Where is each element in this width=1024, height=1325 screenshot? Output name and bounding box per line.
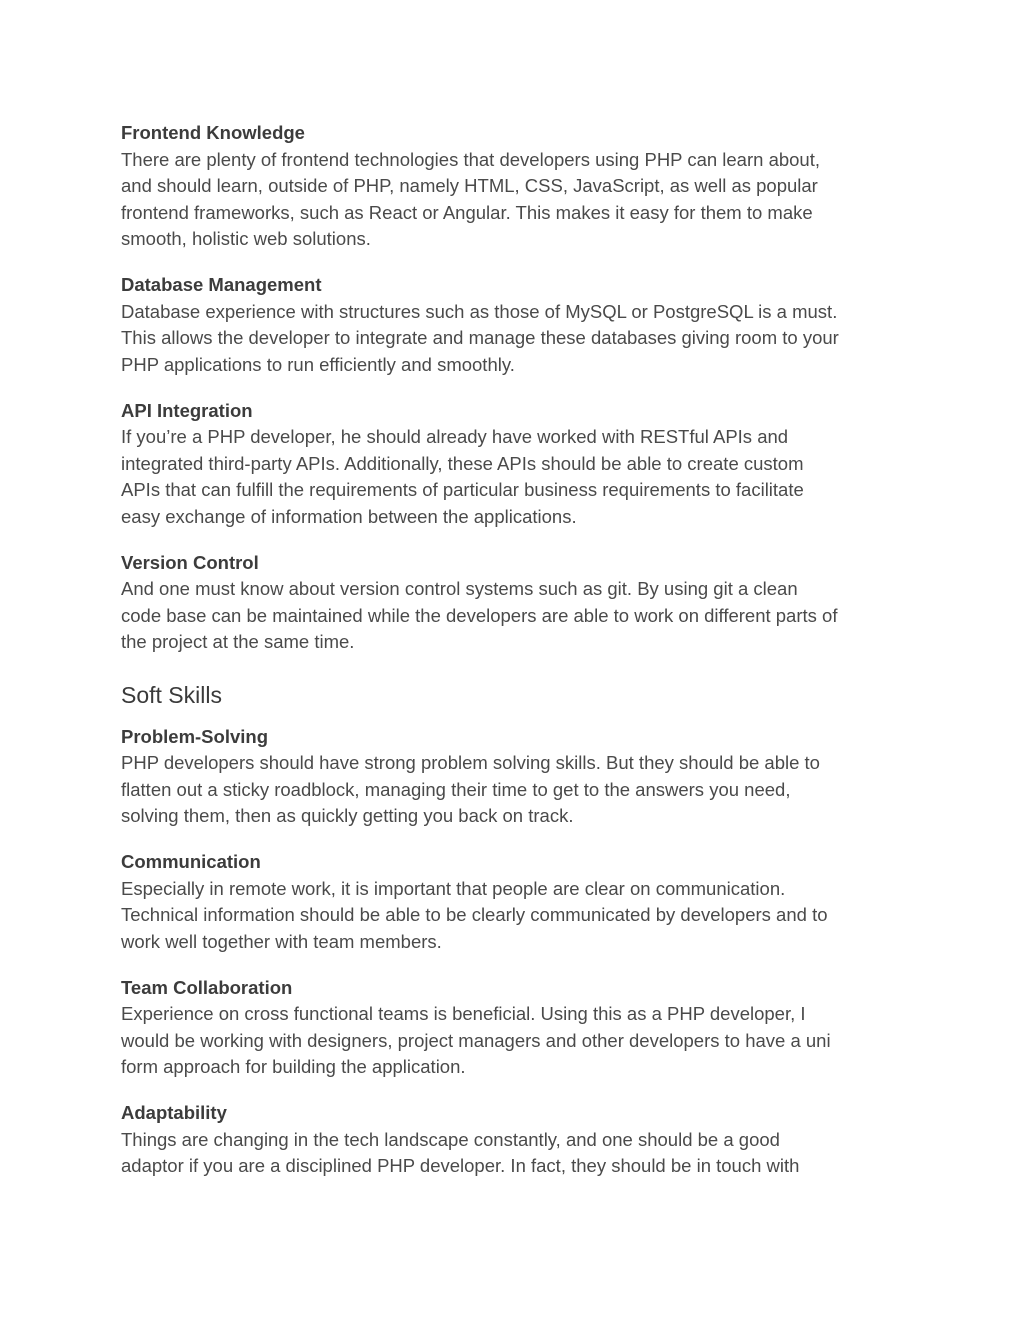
paragraph-line: integrated third-party APIs. Additionally, these APIs should be able to create custom [121,452,804,474]
paragraph-line: form approach for building the application. [121,1056,466,1077]
paragraph-line: and should learn, outside of PHP, namely HTML, CSS, JavaScript, as well as popular [121,175,818,196]
section-title-soft-skills: Soft Skills [121,681,222,708]
subheading-version-control: Version Control [121,551,259,573]
paragraph-line: Experience on cross functional teams is beneficial. Using this as a PHP developer, I [121,1003,806,1024]
document-page [121,120,911,1199]
subheading-communication: Communication [121,851,261,872]
paragraph-line: would be working with designers, project managers and other developers to have a uni [121,1029,831,1051]
paragraph-line: PHP developers should have strong problem solving skills. But they should be able to [121,752,820,773]
paragraph-line: There are plenty of frontend technologies that developers using PHP can learn about, [121,148,820,170]
paragraph-line: Things are changing in the tech landscape constantly, and one should be a good [121,1128,780,1150]
subheading-api-integration: API Integration [121,399,253,421]
section-api-integration [121,398,911,531]
paragraph-line: Database experience with structures such as those of MySQL or PostgreSQL is a must. [121,300,838,322]
paragraph-line: frontend frameworks, such as React or Angular. This makes it easy for them to make [121,201,813,223]
paragraph-line: the project at the same time. [121,631,355,652]
section-frontend-knowledge [121,120,911,253]
section-problem-solving [121,724,911,830]
paragraph-line: Especially in remote work, it is important that people are clear on communication. [121,877,786,899]
subheading-database-management: Database Management [121,274,322,295]
paragraph-line: smooth, holistic web solutions. [121,228,371,249]
subheading-team-collaboration: Team Collaboration [121,976,293,998]
paragraph-line: And one must know about version control systems such as git. By using git a clean [121,578,798,599]
paragraph-line: PHP applications to run efficiently and smoothly. [121,353,515,375]
paragraph-line: adaptor if you are a disciplined PHP developer. In fact, they should be in touch with [121,1155,800,1176]
section-database-management [121,272,911,378]
section-communication [121,849,911,955]
subheading-problem-solving: Problem-Solving [121,725,268,747]
paragraph-line: Technical information should be able to be clearly communicated by developers and to [121,904,828,925]
section-adaptability [121,1100,911,1180]
paragraph-line: work well together with team members. [121,930,442,952]
paragraph-line: code base can be maintained while the developers are able to work on different parts of [121,604,838,626]
paragraph-line: flatten out a sticky roadblock, managing their time to get to the answers you need, [121,778,791,800]
section-version-control [121,550,911,656]
paragraph-line: easy exchange of information between the applications. [121,505,577,527]
paragraph-line: This allows the developer to integrate and manage these databases giving room to your [121,327,839,348]
paragraph-line: If you’re a PHP developer, he should already have worked with RESTful APIs and [121,426,789,447]
paragraph-line: solving them, then as quickly getting you back on track. [121,805,574,826]
section-team-collaboration [121,975,911,1081]
paragraph-line: APIs that can fulfill the requirements of particular business requirements to facilitate [121,479,804,500]
subheading-frontend-knowledge: Frontend Knowledge [121,122,305,143]
subheading-adaptability: Adaptability [121,1102,227,1123]
